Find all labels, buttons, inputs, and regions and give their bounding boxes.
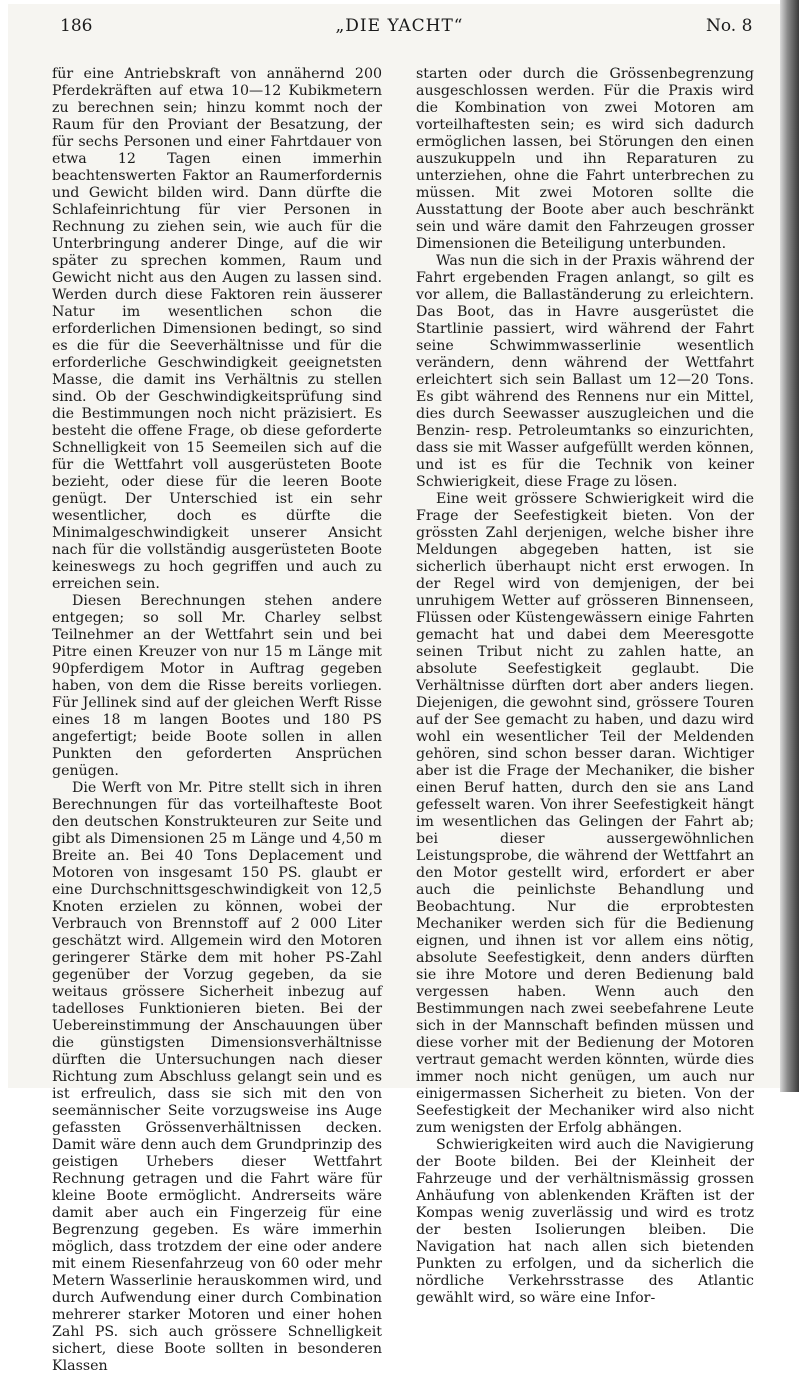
issue-number: No. 8 (706, 16, 753, 36)
paragraph: Diesen Berechnungen stehen andere entgegen; so soll Mr. Charley selbst Teilnehmer an der Wettfahrt sein und bei Pitre einen Kreuzer von nur 15 m Länge mit 90pferdigem Motor in Auftrag gegeben haben, von dem die Risse bereits vorliegen. Für Jellinek sind auf der gleichen Werft Risse eines 18 m langen Bootes und 180 PS angefertigt; beide Boote sollen in allen Punkten den geforderten Ansprüchen genügen. (52, 593, 382, 779)
left-column (52, 66, 382, 1375)
page-edge-shadow (780, 0, 799, 1092)
paragraph: Eine weit grössere Schwierigkeit wird die Frage der Seefestigkeit bieten. Von der grössten Zahl derjenigen, welche bisher ihre Meldungen abgegeben hatten, ist sie sicherlich überhaupt nicht erst erwogen. In der Regel wird von demjenigen, der bei unruhigem Wetter auf grösseren Binnenseen, Flüssen oder Küstengewässern einige Fahrten gemacht hat und dabei dem Meeresgotte seinen Tribut nicht zu zahlen hatte, an absolute Seefestigkeit geglaubt. Die Verhältnisse dürften dort aber anders liegen. Diejenigen, die gewohnt sind, grössere Touren auf der See gemacht zu haben, und dazu wird wohl ein wesentlicher Teil der Meldenden gehören, sind schon besser daran. Wichtiger aber ist die Frage der Mechaniker, die bisher einen Beruf hatten, durch den sie ans Land gefesselt waren. Von ihrer Seefestigkeit hängt im wesentlichen das Gelingen der Fahrt ab; bei dieser aussergewöhnlichen Leistungsprobe, die während der Wettfahrt an den Motor gestellt wird, erfordert er aber auch die peinlichste Behandlung und Beobachtung. Nur die erprobtesten Mechaniker werden sich für die Bedienung eignen, und ihnen ist vor allem eins nötig, absolute Seefestigkeit, denn anders dürften sie ihre Motore und deren Bedienung bald vergessen haben. Wenn auch den Bestimmungen nach zwei seebefahrene Leute sich in der Mannschaft befinden müssen und diese vorher mit der Bedienung der Motoren vertraut gemacht werden könnten, würde dies immer noch nicht genügen, um auch nur einigermassen Sicherheit zu bieten. Von der Seefestigkeit der Mechaniker wird also nicht zum wenigsten der Erfolg abhängen. (416, 491, 754, 1136)
journal-title: „DIE YACHT“ (335, 16, 464, 36)
paragraph: für eine Antriebskraft von annähernd 200 Pferdekräften auf etwa 10—12 Kubikmetern zu berechnen sein; hinzu kommt noch der Raum für den Proviant der Besatzung, der für sechs Personen und einer Fahrtdauer von etwa 12 Tagen einen immerhin beachtenswerten Faktor an Raumerfordernis und Gewicht bilden wird. Dann dürfte die Schlafeinrichtung für vier Personen in Rechnung zu ziehen sein, wie auch für die Unterbringung anderer Dinge, auf die wir später zu sprechen kommen, Raum und Gewicht nicht aus den Augen zu lassen sind. Werden durch diese Faktoren rein äusserer Natur im wesentlichen schon die erforderlichen Dimensionen bedingt, so sind es die für die Seeverhältnisse und für die erforderliche Geschwindigkeit geeignetsten Masse, die damit ins Verhältnis zu stellen sind. Ob der Geschwindigkeitsprüfung sind die Bestimmungen noch nicht präzisiert. Es besteht die offene Frage, ob diese geforderte Schnelligkeit von 15 Seemeilen sich auf die für die Wettfahrt voll ausgerüsteten Boote bezieht, oder diese für die leeren Boote genügt. Der Unterschied ist ein sehr wesentlicher, doch es dürfte die Minimalgeschwindigkeit unserer Ansicht nach für die vollständig ausgerüsteten Boote keineswegs zu hoch gegriffen und auch zu erreichen sein. (52, 66, 382, 592)
paragraph: Die Werft von Mr. Pitre stellt sich in ihren Berechnungen für das vorteilhafteste Boot den deutschen Konstrukteuren zur Seite und gibt als Dimensionen 25 m Länge und 4,50 m Breite an. Bei 40 Tons Deplacement und Motoren von insgesamt 150 PS. glaubt er eine Durchschnittsgeschwindigkeit von 12,5 Knoten erzielen zu können, wobei der Verbrauch von Brennstoff auf 2 000 Liter geschätzt wird. Allgemein wird den Motoren geringerer Stärke dem mit hoher PS-Zahl gegenüber der Vorzug gegeben, da sie weitaus grössere Sicherheit inbezug auf tadelloses Funktionieren bieten. Bei der Uebereinstimmung der Anschauungen über die günstigsten Dimensionsverhältnisse dürften die Untersuchungen nach dieser Richtung zum Abschluss gelangt sein und es ist erfreulich, dass sie sich mit den von seemännischer Seite vorzugsweise ins Auge gefassten Grössenverhältnissen decken. Damit wäre denn auch dem Grundprinzip des geistigen Urhebers dieser Wettfahrt Rechnung getragen und die Fahrt wäre für kleine Boote ermöglicht. Andrerseits wäre damit aber auch ein Fingerzeig für eine Begrenzung gegeben. Es wäre immerhin möglich, dass trotzdem der eine oder andere mit einem Riesenfahrzeug von 60 oder mehr Metern Wasserlinie herauskommen wird, und durch Aufwendung einer durch Combination mehrerer starker Motoren und einer hohen Zahl PS. sich auch grössere Schnelligkeit sichert, diese Boote sollten in besonderen Klassen (52, 780, 382, 1374)
paragraph: starten oder durch die Grössenbegrenzung ausgeschlossen werden. Für die Praxis wird die Kombination von zwei Motoren am vorteilhaftesten sein; es wird sich dadurch ermöglichen lassen, bei Störungen den einen auszukuppeln und ihn Reparaturen zu unterziehen, ohne die Fahrt unterbrechen zu müssen. Mit zwei Motoren sollte die Ausstattung der Boote aber auch beschränkt sein und wäre damit den Fahrzeugen grosser Dimensionen die Beteiligung unterbunden. (416, 66, 754, 252)
page-header (0, 0, 799, 44)
right-column (416, 66, 754, 1307)
paragraph: Schwierigkeiten wird auch die Navigierung der Boote bilden. Bei der Kleinheit der Fahrzeuge und der verhältnismässig grossen Anhäufung von ablenkenden Kräften ist der Kompas wenig zuverlässig und wird es trotz der besten Isolierungen bleiben. Die Navigation hat nach allen sich bietenden Punkten zu erfolgen, und da sicherlich die nördliche Verkehrsstrasse des Atlantic gewählt wird, so wäre eine Infor- (416, 1137, 754, 1306)
page-number: 186 (60, 16, 93, 36)
paragraph: Was nun die sich in der Praxis während der Fahrt ergebenden Fragen anlangt, so gilt es vor allem, die Ballaständerung zu erleichtern. Das Boot, das in Havre ausgerüstet die Startlinie passiert, wird während der Fahrt seine Schwimmwasserlinie wesentlich verändern, denn während der Wettfahrt erleichtert sich sein Ballast um 12—20 Tons. Es gibt während des Rennens nur ein Mittel, dies durch Seewasser auszugleichen und die Benzin- resp. Petroleumtanks so einzurichten, dass sie mit Wasser aufgefüllt werden können, und ist es für die Technik von keiner Schwierigkeit, diese Frage zu lösen. (416, 253, 754, 490)
